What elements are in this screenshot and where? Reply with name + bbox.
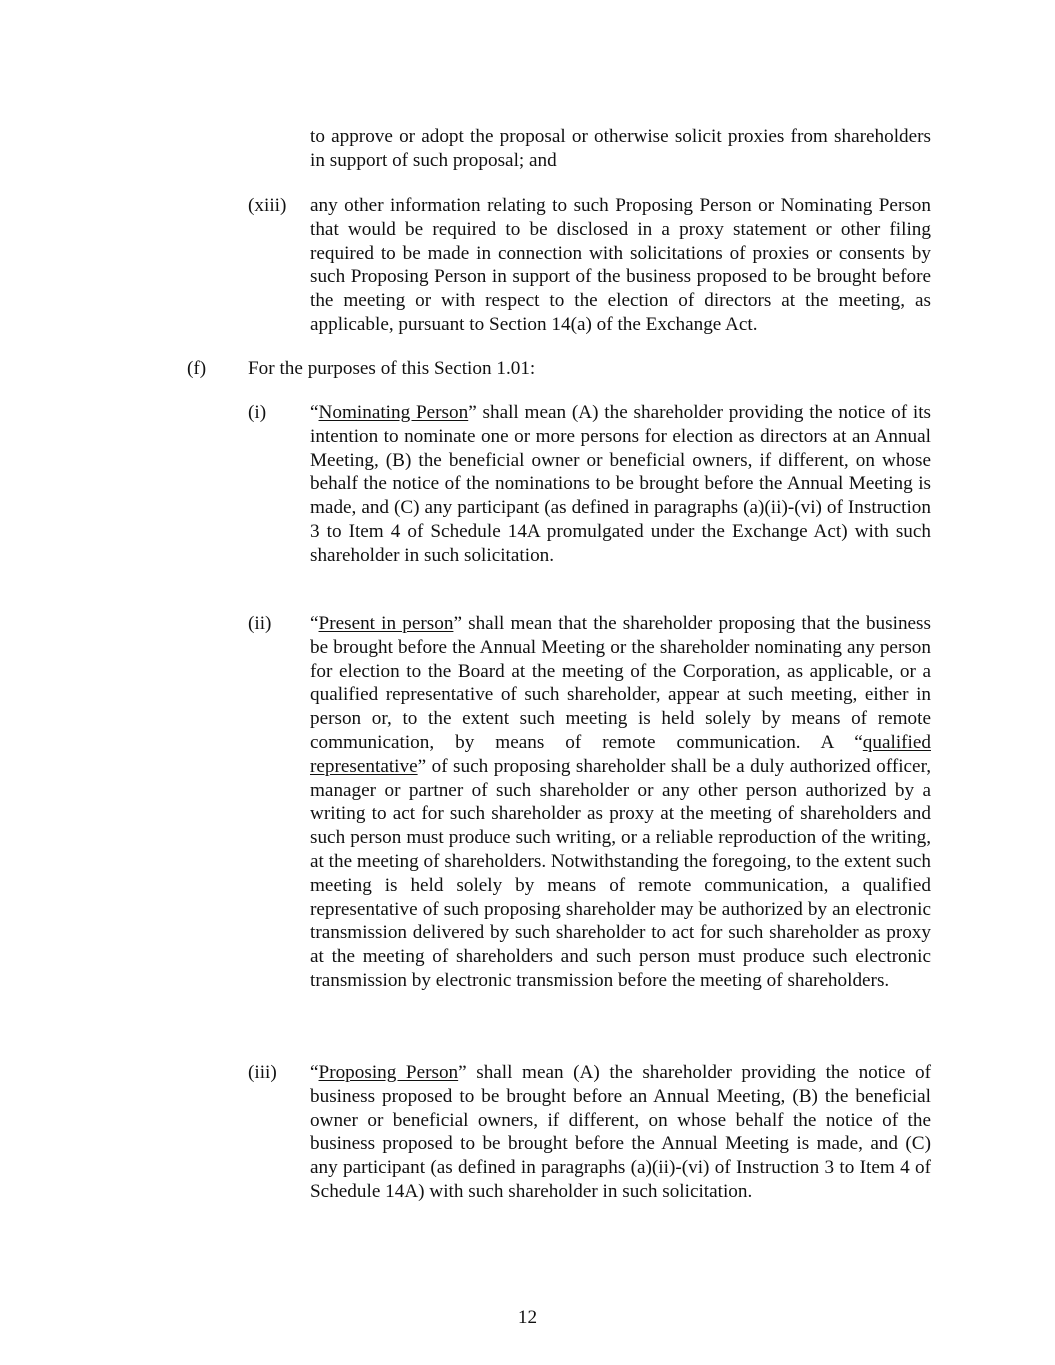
defined-term-proposing-person: Proposing Person — [318, 1062, 459, 1083]
section-label-f: (f) — [187, 358, 207, 379]
definition-text-continued: ” of such proposing shareholder shall be a duly authorized officer, manager or partner of such shareholder or any other person authorized by a writing to act for such shareholder as proxy at the meeting of shareholders and such person must produce such writing, or a reliable reproduction of the writing, at the meeting of shareholders. Notwithstanding the foregoing, to the extent such meeting is held solely by means of remote communication, a qualified representative of such proposing shareholder may be authorized by an electronic transmission delivered by such shareholder to act for such shareholder as proxy at the meeting of shareholders and such person must produce such electronic transmission by electronic transmission before the meeting of shareholders. — [310, 755, 931, 991]
section-f-heading: For the purposes of this Section 1.01: — [248, 358, 536, 379]
definition-label-ii: (ii) — [248, 613, 272, 634]
item-label-xiii: (xiii) — [248, 195, 287, 216]
definition-text: ” shall mean (A) the shareholder providing the notice of business proposed to be brought before an Annual Meeting, (B) the beneficial owner or beneficial owners, if different, on whose behalf the notice of the business proposed to be brought before the Annual Meeting is made, and (C) any participant (as defined in paragraphs (a)(ii)-(vi) of Instruction 3 to Item 4 of Schedule 14A) with such shareholder in such solicitation. — [310, 1062, 931, 1202]
defined-term-nominating-person: Nominating Person — [318, 402, 469, 423]
item-xiii-paragraph: any other information relating to such Proposing Person or Nominating Person that would be required to be disclosed in a proxy statement or other filing required to be made in connection with solicitations of proxies or consents by such Proposing Person in support of the business proposed to be brought before the meeting or with respect to the election of directors at the meeting, as applicable, pursuant to Section 14(a) of the Exchange Act. — [310, 195, 931, 335]
definition-text: ” shall mean that the shareholder proposing that the business be brought before the Annual Meeting or the shareholder nominating any person for election to the Board at the meeting of the Corporation, as applicable, or a qualified representative of such shareholder, appear at such meeting, either in person or, to the extent such meeting is held solely by means of remote communication, by means of remote communication. A “ — [310, 613, 931, 753]
definition-proposing-person — [310, 1061, 931, 1204]
page-number: 12 — [517, 1307, 538, 1328]
definition-present-in-person — [310, 612, 931, 993]
open-quote: “ — [310, 613, 319, 634]
definition-text: ” shall mean (A) the shareholder providing the notice of its intention to nominate one or more persons for election as directors at an Annual Meeting, (B) the beneficial owner or beneficial owners, if different, on whose behalf the notice of the nominations to be brought before the Annual Meeting is made, and (C) any participant (as defined in paragraphs (a)(ii)-(vi) of Instruction 3 to Item 4 of Schedule 14A promulgated under the Exchange Act) with such shareholder in such solicitation. — [310, 402, 931, 566]
continuation-paragraph: to approve or adopt the proposal or otherwise solicit proxies from shareholders in support of such proposal; and — [310, 126, 931, 171]
definition-nominating-person — [310, 401, 931, 568]
open-quote: “ — [310, 1062, 319, 1083]
open-quote: “ — [310, 402, 319, 423]
definition-label-i: (i) — [248, 402, 267, 423]
defined-term-qualified-representative: qualified representative — [310, 731, 931, 777]
definition-label-iii: (iii) — [248, 1062, 277, 1083]
defined-term-present-in-person: Present in person — [318, 613, 454, 634]
